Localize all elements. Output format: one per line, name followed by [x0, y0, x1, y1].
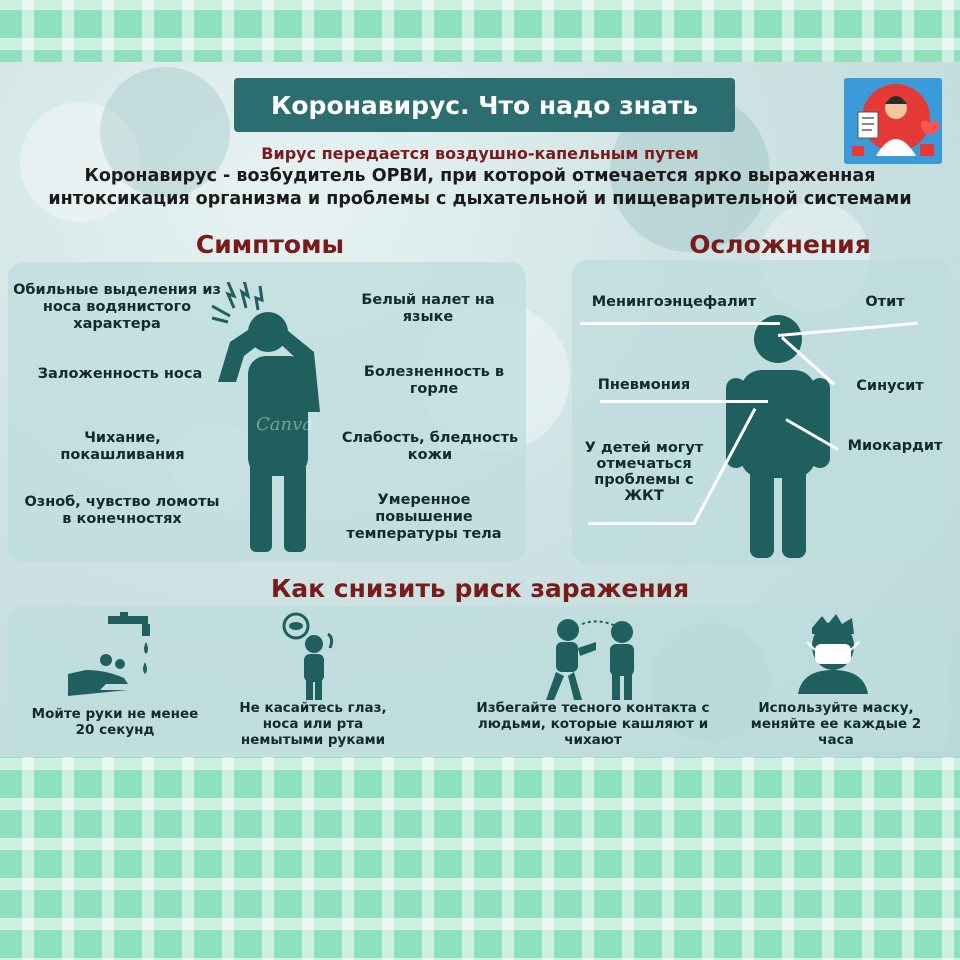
- complications-heading: Осложнения: [689, 230, 871, 259]
- prevention-tip: Избегайте тесного контакта с людьми, которые кашляют и чихают: [476, 700, 710, 748]
- connector-line: [580, 322, 780, 325]
- description-line-2: интоксикация организма и проблемы с дыхательной и пищеварительной системами: [48, 189, 912, 209]
- complication-label: Синусит: [856, 378, 924, 394]
- sick-person-figure: [210, 282, 350, 552]
- symptom-label: Обильные выделения из носа водянистого характера: [13, 282, 221, 332]
- symptom-label: Белый налет на языке: [361, 292, 495, 325]
- avoid-contact-icon: [538, 612, 648, 702]
- no-touch-face-icon: [280, 612, 340, 700]
- symptom-label: Болезненность в горле: [363, 364, 505, 397]
- symptom-label: Чихание, покашливания: [60, 430, 185, 463]
- prevention-tip: Мойте руки не менее 20 секунд: [31, 706, 199, 738]
- connector-line: [588, 522, 696, 525]
- symptom-label: Озноб, чувство ломоты в конечностях: [24, 494, 220, 527]
- symptom-label: Слабость, бледность кожи: [341, 430, 519, 463]
- prevention-tip: Не касайтесь глаз, носа или рта немытыми руками: [239, 700, 387, 748]
- watermark: Canva: [256, 414, 313, 435]
- page-title: Коронавирус. Что надо знать: [234, 78, 735, 132]
- hand-washing-icon: [66, 612, 156, 702]
- face-mask-icon: [798, 612, 868, 694]
- symptom-label: Умеренное повышение температуры тела: [346, 492, 502, 542]
- complication-label: Отит: [865, 294, 905, 310]
- transmission-note: Вирус передается воздушно-капельным путем: [261, 144, 699, 163]
- prevention-heading: Как снизить риск заражения: [270, 574, 690, 603]
- complication-label: Пневмония: [597, 377, 691, 393]
- symptom-label: Заложенность носа: [37, 366, 203, 382]
- description-line-1: Коронавирус - возбудитель ОРВИ, при которой отмечается ярко выраженная: [84, 166, 876, 186]
- prevention-tip: Используйте маску, меняйте ее каждые 2 часа: [750, 700, 922, 748]
- infographic-poster: [0, 62, 960, 757]
- connector-line: [600, 400, 768, 403]
- complication-label: У детей могут отмечаться проблемы с ЖКТ: [584, 440, 704, 504]
- symptoms-heading: Симптомы: [195, 230, 345, 259]
- complication-label: Менингоэнцефалит: [591, 294, 757, 310]
- complication-label: Миокардит: [847, 438, 943, 454]
